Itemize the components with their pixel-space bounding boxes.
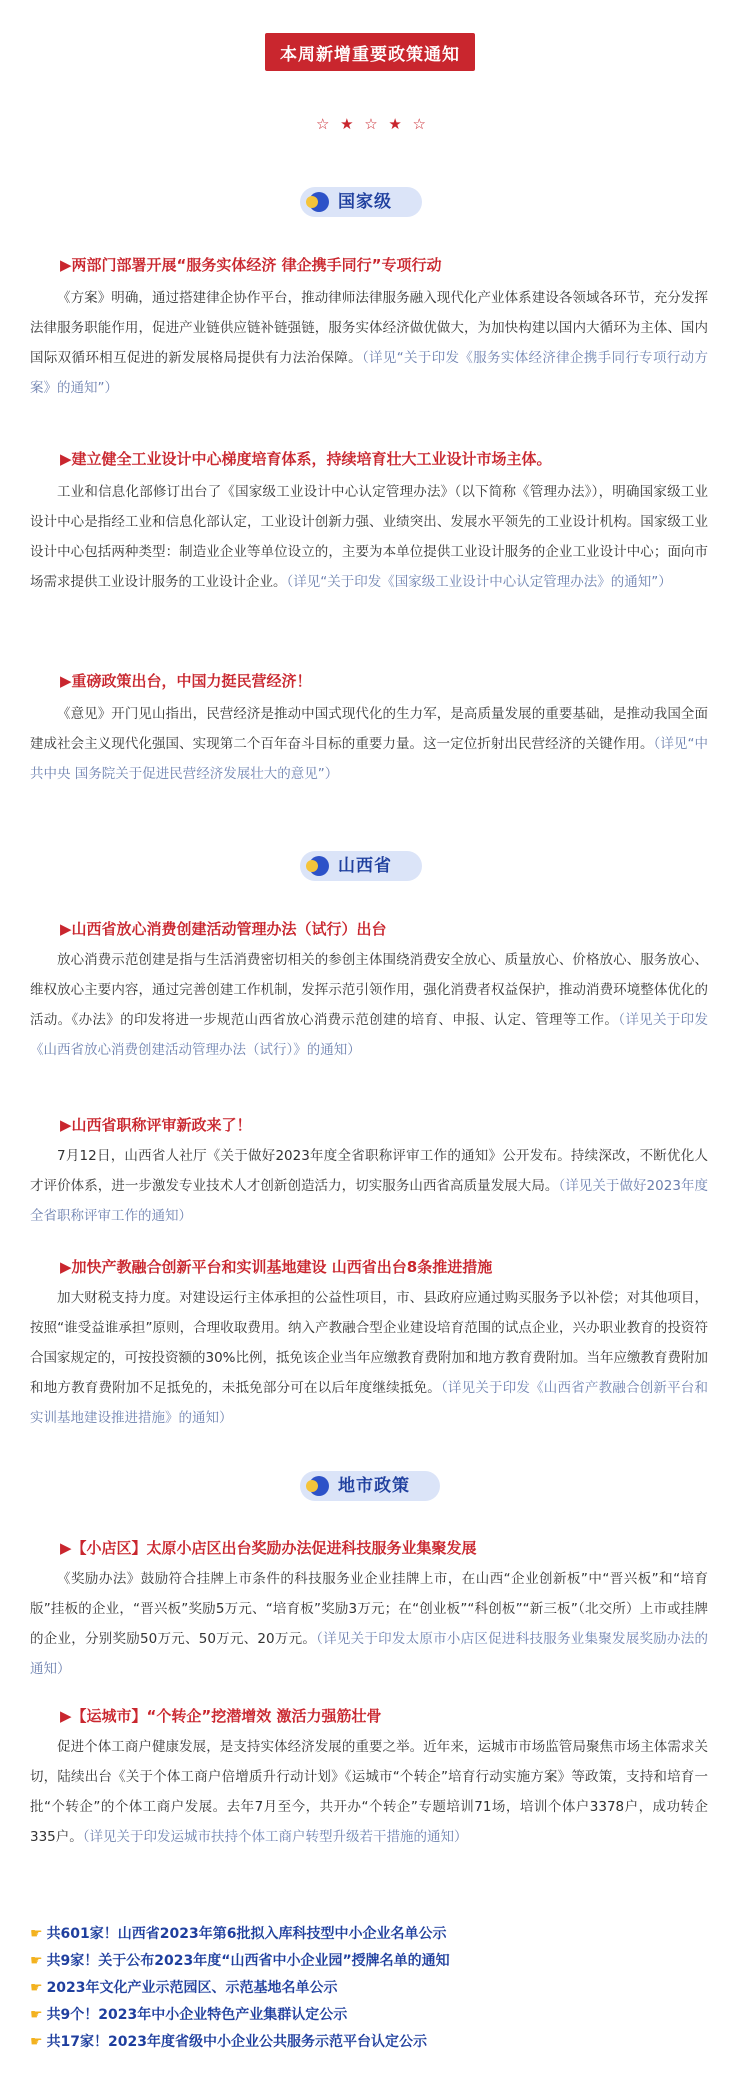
policy-title[interactable]: ▶两部门部署开展“服务实体经济 律企携手同行”专项行动 bbox=[60, 256, 442, 274]
policy-title[interactable]: ▶山西省职称评审新政来了！ bbox=[60, 1116, 252, 1134]
policy-ref-link[interactable]: （详见关于印发运城市扶持个体工商户转型升级若干措施的通知） bbox=[82, 1829, 468, 1845]
pointing-hand-icon: ☛ bbox=[30, 1980, 43, 1996]
policy-body bbox=[30, 1564, 708, 1684]
policy-text: 工业和信息化部修订出台了《国家级工业设计中心认定管理办法》（以下简称《管理办法》），明确国家级工业设计中心是指经工业和信息化部认定，工业设计创新力强、业绩突出、发展水平领先的工业设计机构。国家级工业设计中心包括两种类型：制造业企业等单位设立的，主要为本单位提供工业设计服务的企业工业设计中心；面向市场需求提供工业设计服务的工业设计企业。 bbox=[30, 484, 708, 590]
circle-badge-icon bbox=[309, 1476, 329, 1496]
related-link[interactable]: ☛ 共601家！山西省2023年第6批拟入库科技型中小企业名单公示 bbox=[30, 1926, 447, 1942]
policy-title[interactable]: ▶建立健全工业设计中心梯度培育体系，持续培育壮大工业设计市场主体。 bbox=[60, 450, 552, 468]
related-link[interactable]: ☛ 共17家！2023年度省级中小企业公共服务示范平台认定公示 bbox=[30, 2034, 428, 2050]
policy-title[interactable]: ▶【小店区】太原小店区出台奖励办法促进科技服务业集聚发展 bbox=[60, 1539, 477, 1557]
star-filled-icon: ★ bbox=[340, 115, 354, 133]
star-outline-icon: ☆ bbox=[316, 115, 330, 133]
policy-body bbox=[30, 945, 708, 1065]
star-filled-icon: ★ bbox=[388, 115, 402, 133]
circle-badge-icon bbox=[309, 192, 329, 212]
pointing-hand-icon: ☛ bbox=[30, 2007, 43, 2023]
policy-body bbox=[30, 283, 708, 403]
policy-title[interactable]: ▶【运城市】“个转企”挖潜增效 激活力强筋壮骨 bbox=[60, 1707, 382, 1725]
pointing-hand-icon: ☛ bbox=[30, 1926, 43, 1942]
related-link[interactable]: ☛ 共9家！关于公布2023年度“山西省中小企业园”授牌名单的通知 bbox=[30, 1953, 450, 1969]
policy-text: 7月12日，山西省人社厅《关于做好2023年度全省职称评审工作的通知》公开发布。持续深改，不断优化人才评价体系，进一步激发专业技术人才创新创造活力，切实服务山西省高质量发展大局。 bbox=[30, 1148, 708, 1194]
circle-badge-icon bbox=[309, 856, 329, 876]
related-links-list bbox=[30, 1921, 720, 2056]
star-outline-icon: ☆ bbox=[364, 115, 378, 133]
section-header-national bbox=[300, 187, 422, 217]
related-link[interactable]: ☛ 2023年文化产业示范园区、示范基地名单公示 bbox=[30, 1980, 338, 1996]
section-header-shanxi bbox=[300, 851, 422, 881]
policy-body bbox=[30, 1283, 708, 1433]
policy-ref-link[interactable]: （详见关于印发《山西省产教融合创新平台和实训基地建设推进措施》的通知） bbox=[30, 1380, 708, 1426]
star-divider bbox=[316, 114, 426, 134]
policy-title[interactable]: ▶重磅政策出台，中国力挺民营经济！ bbox=[60, 672, 312, 690]
policy-ref-link[interactable]: （详见“中共中央 国务院关于促进民营经济发展壮大的意见”） bbox=[30, 736, 708, 782]
policy-text: 《意见》开门见山指出，民营经济是推动中国式现代化的生力军，是高质量发展的重要基础，是推动我国全面建成社会主义现代化强国、实现第二个百年奋斗目标的重要力量。这一定位折射出民营经济的关键作用。 bbox=[30, 706, 708, 752]
policy-text: 《方案》明确，通过搭建律企协作平台，推动律师法律服务融入现代化产业体系建设各领域各环节，充分发挥法律服务职能作用，促进产业链供应链补链强链，服务实体经济做优做大，为加快构建以国内大循环为主体、国内国际双循环相互促进的新发展格局提供有力法治保障。 bbox=[30, 290, 708, 366]
pointing-hand-icon: ☛ bbox=[30, 2034, 43, 2050]
policy-ref-link[interactable]: （详见关于做好2023年度全省职称评审工作的通知） bbox=[30, 1178, 709, 1224]
policy-ref-link[interactable]: （详见“关于印发《国家级工业设计中心认定管理办法》的通知”） bbox=[286, 574, 672, 590]
policy-body bbox=[30, 477, 708, 597]
policy-text: 《奖励办法》鼓励符合挂牌上市条件的科技服务业企业挂牌上市，在山西“企业创新板”中“晋兴板”和“培育版”挂板的企业，“晋兴板”奖励5万元、“培育板”奖励3万元；在“创业板”“科创板”“新三板”（北交所）上市或挂牌的企业，分别奖励50万元、50万元、20万元。 bbox=[30, 1571, 708, 1647]
policy-ref-link[interactable]: （详见关于印发太原市小店区促进科技服务业集聚发展奖励办法的通知） bbox=[30, 1631, 708, 1677]
pointing-hand-icon: ☛ bbox=[30, 1953, 43, 1969]
star-outline-icon: ☆ bbox=[412, 115, 426, 133]
policy-ref-link[interactable]: （详见关于印发《山西省放心消费创建活动管理办法（试行）》的通知） bbox=[30, 1012, 709, 1058]
page-title-banner bbox=[265, 33, 475, 71]
policy-text: 加大财税支持力度。对建设运行主体承担的公益性项目，市、县政府应通过购买服务予以补偿；对其他项目，按照“谁受益谁承担”原则，合理收取费用。纳入产教融合型企业建设培育范围的试点企业，兴办职业教育的投资符合国家规定的，可按投资额的30%比例，抵免该企业当年应缴教育费附加和地方教育费附加。当年应缴教育费附加和地方教育费附加不足抵免的，未抵免部分可在以后年度继续抵免。 bbox=[30, 1290, 709, 1396]
section-header-city bbox=[300, 1471, 440, 1501]
section-label: 山西省 bbox=[338, 856, 392, 876]
policy-body bbox=[30, 1141, 708, 1231]
policy-body bbox=[30, 1732, 708, 1852]
policy-title[interactable]: ▶山西省放心消费创建活动管理办法（试行）出台 bbox=[60, 920, 387, 938]
policy-ref-link[interactable]: （详见“关于印发《服务实体经济律企携手同行专项行动方案》的通知”） bbox=[30, 350, 709, 396]
related-link[interactable]: ☛ 共9个！2023年中小企业特色产业集群认定公示 bbox=[30, 2007, 348, 2023]
section-label: 地市政策 bbox=[338, 1476, 410, 1496]
policy-body bbox=[30, 699, 708, 789]
policy-text: 放心消费示范创建是指与生活消费密切相关的参创主体围绕消费安全放心、质量放心、价格放心、服务放心、维权放心主要内容，通过完善创建工作机制，发挥示范引领作用，强化消费者权益保护，推动消费环境整体优化的活动。《办法》的印发将进一步规范山西省放心消费示范创建的培育、申报、认定、管理等工作。 bbox=[30, 952, 708, 1028]
policy-title[interactable]: ▶加快产教融合创新平台和实训基地建设 山西省出台8条推进措施 bbox=[60, 1258, 493, 1276]
section-label: 国家级 bbox=[338, 192, 392, 212]
policy-text: 促进个体工商户健康发展，是支持实体经济发展的重要之举。近年来，运城市市场监管局聚焦市场主体需求关切，陆续出台《关于个体工商户倍增质升行动计划》《运城市“个转企”培育行动实施方案》等政策，支持和培育一批“个转企”的个体工商户发展。去年7月至今，共开办“个转企”专题培训71场，培训个体户3378户，成功转企335户。 bbox=[30, 1739, 708, 1845]
page-title: 本周新增重要政策通知 bbox=[280, 44, 460, 65]
